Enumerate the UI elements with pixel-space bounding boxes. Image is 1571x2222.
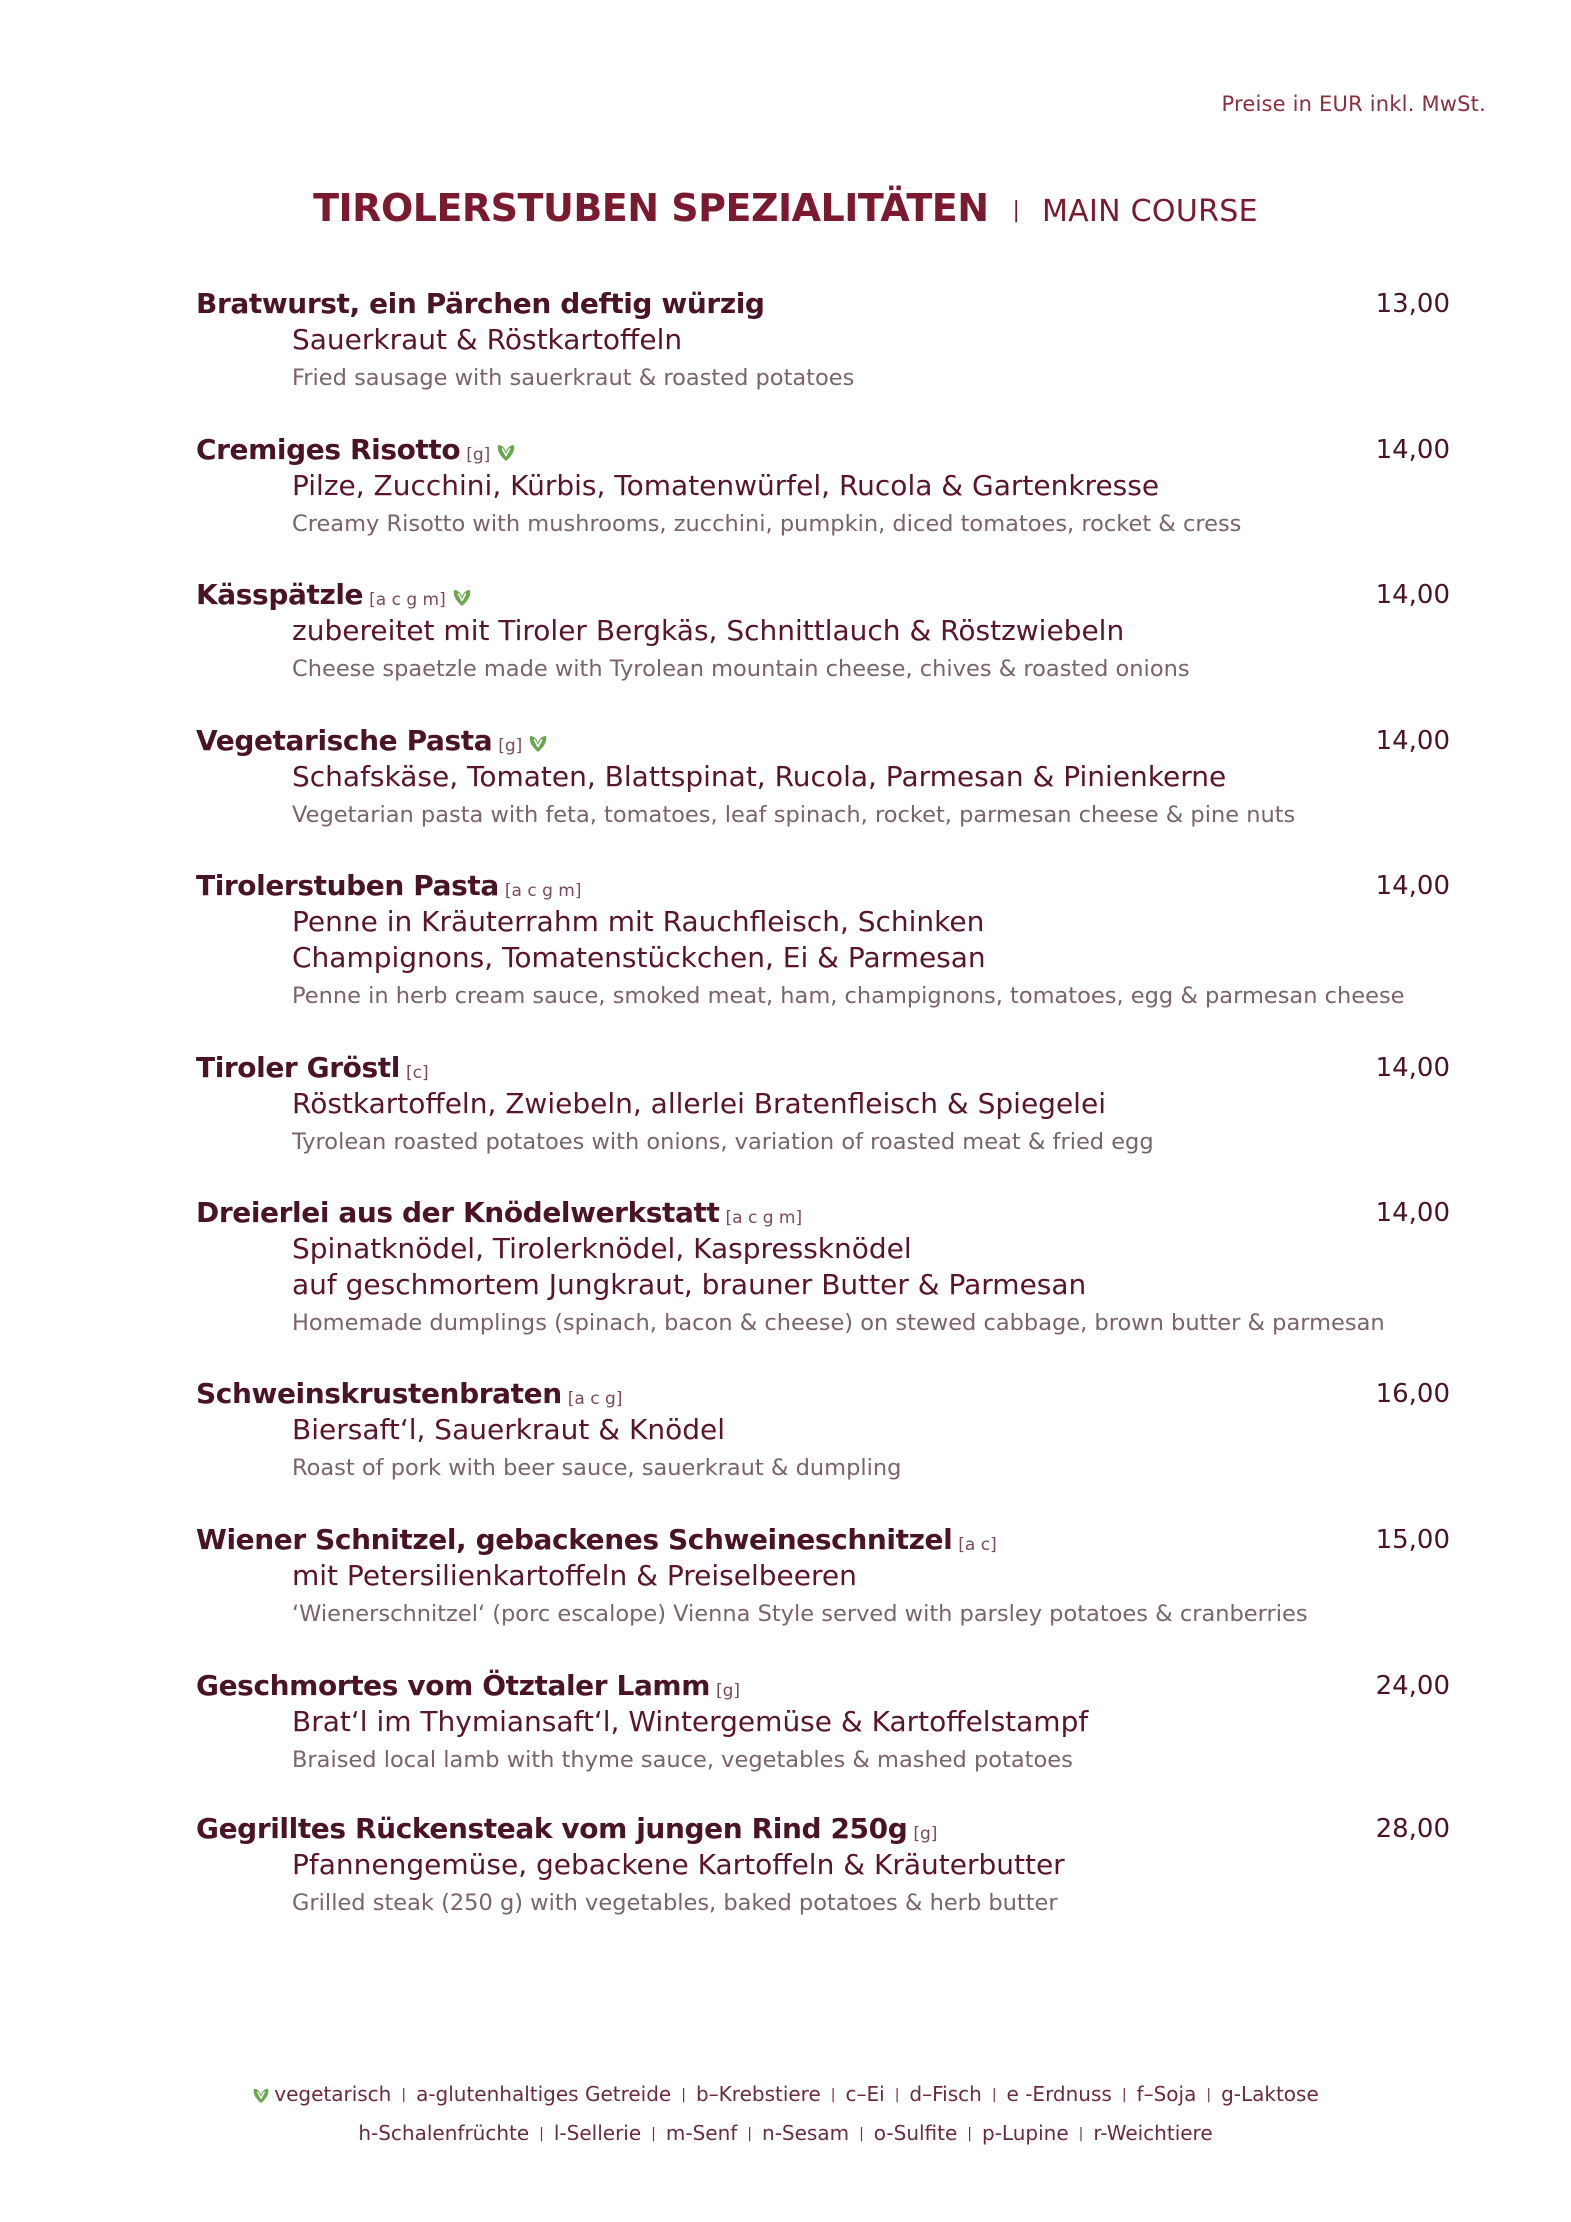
menu-item-description-de: Brat‘l im Thymiansaft‘l, Wintergemüse & Kartoffelstampf <box>292 1705 1089 1738</box>
menu-item-description-de: auf geschmortem Jungkraut, brauner Butter & Parmesan <box>292 1268 1087 1301</box>
menu-item-name: Cremiges Risotto <box>196 433 461 466</box>
menu-item-description-en: Tyrolean roasted potatoes with onions, variation of roasted meat & fried egg <box>292 1129 1154 1155</box>
menu-item-price: 14,00 <box>1375 1198 1450 1228</box>
menu-item-allergens: [a c g m] <box>725 1208 803 1228</box>
menu-item-title-row <box>196 1522 1450 1558</box>
legend-line-2 <box>0 2115 1571 2154</box>
legend-separator: | <box>967 2126 973 2142</box>
menu-item-description-de: Spinatknödel, Tirolerknödel, Kaspressknödel <box>292 1232 912 1265</box>
legend-separator: | <box>1121 2087 1127 2103</box>
allergen-legend <box>0 2076 1571 2154</box>
legend-separator: | <box>991 2087 997 2103</box>
menu-item-price: 28,00 <box>1375 1814 1450 1844</box>
vegetarian-icon <box>496 442 516 462</box>
menu-item-description-de: Röstkartoffeln, Zwiebeln, allerlei Bratenfleisch & Spiegelei <box>292 1087 1106 1120</box>
legend-entry: h-Schalenfrüchte <box>358 2121 530 2145</box>
menu-item <box>196 1195 1450 1339</box>
vegetarian-icon <box>452 587 472 607</box>
menu-item-name: Tiroler Gröstl <box>196 1051 400 1084</box>
legend-entry: c–Ei <box>845 2082 885 2106</box>
menu-item-allergens: [a c g] <box>567 1389 623 1409</box>
menu-item-title-row <box>196 868 1450 904</box>
menu-list <box>196 286 1450 1919</box>
menu-item-name: Gegrilltes Rückensteak vom jungen Rind 250g <box>196 1812 908 1845</box>
menu-item-name: Geschmortes vom Ötztaler Lamm <box>196 1669 710 1702</box>
menu-item-description-de: Biersaft‘l, Sauerkraut & Knödel <box>292 1413 725 1446</box>
legend-entry: d–Fisch <box>909 2082 982 2106</box>
menu-item-allergens: [g] <box>498 736 523 756</box>
legend-entry: o-Sulfite <box>873 2121 958 2145</box>
menu-item-price: 24,00 <box>1375 1671 1450 1701</box>
legend-separator: | <box>747 2126 753 2142</box>
menu-item-description-de: Pfannengemüse, gebackene Kartoffeln & Kräuterbutter <box>292 1848 1065 1881</box>
vegetarian-icon <box>252 2086 270 2104</box>
menu-item <box>196 1522 1450 1630</box>
menu-item-allergens: [c] <box>405 1063 429 1083</box>
legend-entry: b–Krebstiere <box>695 2082 821 2106</box>
menu-item-title-row <box>196 1376 1450 1412</box>
title-sub: MAIN COURSE <box>1041 194 1258 229</box>
menu-item-description-en: Vegetarian pasta with feta, tomatoes, leaf spinach, rocket, parmesan cheese & pine nuts <box>292 802 1296 828</box>
menu-item-price: 14,00 <box>1375 726 1450 756</box>
menu-item-price: 13,00 <box>1375 289 1450 319</box>
menu-item-title-row <box>196 286 1450 322</box>
menu-item-price: 16,00 <box>1375 1379 1450 1409</box>
menu-item <box>196 286 1450 394</box>
menu-item-name: Dreierlei aus der Knödelwerkstatt <box>196 1196 720 1229</box>
legend-separator: | <box>401 2087 407 2103</box>
menu-item <box>196 577 1450 685</box>
menu-item-description-de: Champignons, Tomatenstückchen, Ei & Parmesan <box>292 941 986 974</box>
menu-item-price: 14,00 <box>1375 1053 1450 1083</box>
menu-item <box>196 1376 1450 1484</box>
menu-item-name: Bratwurst, ein Pärchen deftig würzig <box>196 287 765 320</box>
menu-item <box>196 1668 1450 1776</box>
legend-entry: vegetarisch <box>274 2082 392 2106</box>
legend-separator: | <box>681 2087 686 2103</box>
menu-item-description-en: Roast of pork with beer sauce, sauerkraut & dumpling <box>292 1455 902 1481</box>
menu-item-title-row <box>196 1668 1450 1704</box>
menu-item-description-en: Braised local lamb with thyme sauce, vegetables & mashed potatoes <box>292 1747 1073 1773</box>
menu-item-description-de: mit Petersilienkartoffeln & Preiselbeeren <box>292 1559 857 1592</box>
price-note: Preise in EUR inkl. MwSt. <box>1221 92 1486 116</box>
legend-entry: m-Senf <box>665 2121 738 2145</box>
legend-separator: | <box>859 2126 864 2142</box>
menu-item <box>196 432 1450 540</box>
menu-item <box>196 1050 1450 1158</box>
menu-item-description-en: Creamy Risotto with mushrooms, zucchini, pumpkin, diced tomatoes, rocket & cress <box>292 511 1242 537</box>
menu-item-title-row <box>196 432 1450 468</box>
menu-item-title-row <box>196 723 1450 759</box>
menu-item-description-de: Schafskäse, Tomaten, Blattspinat, Rucola, Parmesan & Pinienkerne <box>292 760 1227 793</box>
menu-item-price: 14,00 <box>1375 435 1450 465</box>
menu-item-description-en: Grilled steak (250 g) with vegetables, baked potatoes & herb butter <box>292 1890 1058 1916</box>
legend-separator: | <box>1078 2126 1084 2142</box>
legend-line-1 <box>0 2076 1571 2115</box>
menu-item <box>196 1811 1450 1919</box>
legend-entry: a-glutenhaltiges Getreide <box>416 2082 672 2106</box>
menu-item-allergens: [a c g m] <box>504 881 582 901</box>
legend-separator: | <box>1206 2087 1212 2103</box>
legend-entry: l-Sellerie <box>553 2121 642 2145</box>
page-title <box>0 186 1571 230</box>
legend-separator: | <box>651 2126 656 2142</box>
menu-item <box>196 868 1450 1012</box>
menu-item-allergens: [a c g m] <box>369 590 446 610</box>
menu-item-title-row <box>196 1195 1450 1231</box>
vegetarian-icon <box>528 733 548 753</box>
legend-separator: | <box>894 2087 900 2103</box>
menu-item <box>196 723 1450 831</box>
menu-item-description-de: zubereitet mit Tiroler Bergkäs, Schnittlauch & Röstzwiebeln <box>292 614 1125 647</box>
menu-item-title-row <box>196 1050 1450 1086</box>
legend-entry: p-Lupine <box>982 2121 1069 2145</box>
title-main: TIROLERSTUBEN SPEZIALITÄTEN <box>313 186 989 230</box>
menu-item-description-en: Fried sausage with sauerkraut & roasted potatoes <box>292 365 855 391</box>
menu-item-allergens: [a c] <box>958 1535 997 1555</box>
menu-item-price: 14,00 <box>1375 580 1450 610</box>
legend-entry: r-Weichtiere <box>1093 2121 1213 2145</box>
menu-item-description-en: ‘Wienerschnitzel‘ (porc escalope) Vienna Style served with parsley potatoes & cranberries <box>292 1601 1308 1627</box>
menu-item-allergens: [g] <box>716 1681 741 1701</box>
menu-item-name: Tirolerstuben Pasta <box>196 869 499 902</box>
menu-item-description-de: Sauerkraut & Röstkartoffeln <box>292 323 683 356</box>
menu-item-description-en: Penne in herb cream sauce, smoked meat, ham, champignons, tomatoes, egg & parmesan cheese <box>292 983 1405 1009</box>
legend-separator: | <box>539 2126 544 2142</box>
legend-entry: e -Erdnuss <box>1006 2082 1112 2106</box>
legend-entry: g-Laktose <box>1221 2082 1319 2106</box>
menu-item-title-row <box>196 577 1450 613</box>
menu-item-allergens: [g] <box>466 445 491 465</box>
menu-item-description-de: Pilze, Zucchini, Kürbis, Tomatenwürfel, Rucola & Gartenkresse <box>292 469 1160 502</box>
menu-item-price: 14,00 <box>1375 871 1450 901</box>
menu-item-description-en: Homemade dumplings (spinach, bacon & cheese) on stewed cabbage, brown butter & parmesan <box>292 1310 1385 1336</box>
legend-entry: n-Sesam <box>762 2121 850 2145</box>
menu-item-description-en: Cheese spaetzle made with Tyrolean mountain cheese, chives & roasted onions <box>292 656 1190 682</box>
menu-item-description-de: Penne in Kräuterrahm mit Rauchfleisch, Schinken <box>292 905 985 938</box>
title-separator: | <box>1012 198 1020 223</box>
menu-item-allergens: [g] <box>913 1824 938 1844</box>
menu-item-title-row <box>196 1811 1450 1847</box>
legend-separator: | <box>830 2087 836 2103</box>
legend-entry: f–Soja <box>1136 2082 1197 2106</box>
menu-item-price: 15,00 <box>1375 1525 1450 1555</box>
menu-item-name: Wiener Schnitzel, gebackenes Schweineschnitzel <box>196 1523 953 1556</box>
menu-item-name: Schweinskrustenbraten <box>196 1377 562 1410</box>
menu-item-name: Vegetarische Pasta <box>196 724 493 757</box>
menu-item-name: Kässpätzle <box>196 578 364 611</box>
